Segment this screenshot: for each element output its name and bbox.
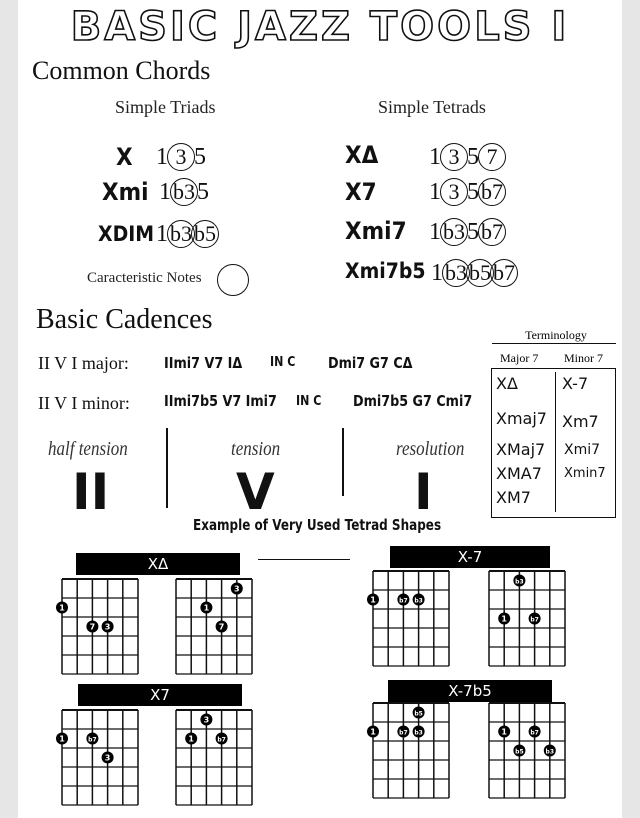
cadence-minor-in: IN C: [296, 394, 322, 409]
note-circled: b5: [466, 259, 494, 287]
tetrad-chord-min7b5: Xmi7b5: [345, 259, 426, 283]
tetrad-notes-dom7: [428, 178, 504, 206]
term-minor-item: Xmin7: [564, 466, 606, 481]
note-circled: b3: [440, 218, 468, 246]
cadence-minor-label: II V I minor:: [38, 393, 130, 413]
finger-dot: [397, 726, 409, 738]
fretboard: [489, 571, 565, 666]
triads-heading: Simple Triads: [115, 97, 216, 117]
triad-chord-major: X: [116, 143, 133, 171]
cadence-major-chords: IImi7 V7 IΔ: [164, 354, 243, 372]
finger-dot: [216, 733, 228, 745]
note-circled: b7: [478, 178, 506, 206]
term-major-item: XΔ: [496, 374, 518, 393]
term-major-item: Xmaj7: [496, 409, 547, 428]
finger-dot: [498, 726, 510, 738]
note-circled: 3: [440, 178, 468, 206]
finger-dot: [102, 621, 114, 633]
note: 1: [156, 143, 168, 170]
note: 1: [431, 259, 443, 286]
finger-dot-label: 1: [501, 614, 507, 624]
shapes-subtitle: Example of Very Used Tetrad Shapes: [193, 516, 442, 534]
finger-dot: [200, 602, 212, 614]
finger-dot-label: b5: [414, 710, 423, 718]
term-major-item: XMA7: [496, 464, 542, 483]
finger-dot-label: 3: [203, 715, 210, 725]
terminology-divider: [555, 372, 556, 512]
finger-dot: [529, 726, 541, 738]
note-circled: b7: [478, 218, 506, 246]
term-minor-item: Xm7: [562, 412, 599, 431]
note: 1: [429, 178, 441, 205]
tetrad-notes-min7b5: [430, 259, 516, 287]
finger-dot: [544, 745, 556, 757]
terminology-underline: [492, 343, 616, 344]
finger-dot-label: b7: [530, 729, 539, 737]
finger-dot-label: b7: [530, 616, 539, 624]
note: 5: [467, 178, 479, 205]
triad-notes-dim: [155, 220, 217, 248]
note: 5: [467, 143, 479, 170]
finger-dot-label: 1: [370, 727, 376, 737]
note: 5: [197, 178, 209, 205]
finger-dot: [200, 714, 212, 726]
fretboard: [370, 571, 449, 666]
finger-dot: [185, 733, 197, 745]
finger-dot-label: b7: [88, 736, 97, 744]
terminology-minor-header: Minor 7: [564, 351, 603, 365]
characteristic-note-circle-legend: [217, 264, 249, 296]
page-title: BASIC JAZZ TOOLS I: [70, 4, 570, 50]
finger-dot-label: 3: [234, 584, 240, 594]
term-minor-item: Xmi7: [564, 442, 601, 458]
divider: [342, 428, 344, 496]
finger-dot: [397, 594, 409, 606]
note-circled: 3: [167, 143, 195, 171]
cadence-minor-chords: IImi7b5 V7 Imi7: [164, 392, 277, 410]
fretboard: [176, 710, 252, 805]
cadence-major-in: IN C: [270, 355, 296, 370]
finger-dot-label: 1: [59, 734, 65, 744]
note: 1: [159, 178, 171, 205]
finger-dot: [56, 602, 68, 614]
finger-dot-label: 1: [188, 734, 194, 744]
shape-bar-dom7: X7: [78, 684, 242, 706]
triad-chord-dim: XDIM: [98, 222, 155, 246]
finger-dot: [56, 733, 68, 745]
note-circled: b5: [191, 220, 219, 248]
fretboard: [59, 710, 138, 805]
half-tension-label: half tension: [48, 438, 128, 460]
finger-dot-label: b3: [414, 729, 423, 737]
tetrad-notes-min7: [428, 218, 504, 246]
tetrads-heading: Simple Tetrads: [378, 97, 486, 117]
cadence-major-example: Dmi7 G7 CΔ: [328, 354, 413, 372]
note-circled: b3: [170, 178, 198, 206]
terminology-major-header: Major 7: [500, 351, 539, 365]
finger-dot-label: b7: [399, 597, 408, 605]
term-major-item: XMaj7: [496, 440, 546, 459]
note-circled: b3: [442, 259, 470, 287]
finger-dot: [367, 726, 379, 738]
finger-dot-label: b5: [515, 748, 524, 756]
fretboard: [489, 703, 565, 798]
tetrad-chord-min7: Xmi7: [345, 217, 407, 245]
note: 1: [429, 218, 441, 245]
fretboard: [59, 579, 138, 674]
finger-dot-label: 1: [59, 603, 65, 613]
finger-dot-label: 1: [203, 603, 210, 613]
resolution-label: resolution: [396, 438, 465, 460]
note: 1: [429, 143, 441, 170]
tension-label: tension: [231, 438, 281, 460]
finger-dot: [231, 583, 243, 595]
finger-dot: [513, 745, 525, 757]
finger-dot: [529, 613, 541, 625]
common-chords-heading: Common Chords: [32, 56, 211, 85]
tetrad-notes-maj7: [428, 143, 504, 171]
finger-dot-label: b7: [399, 729, 408, 737]
numeral-v: V: [236, 463, 275, 521]
note-circled: b7: [490, 259, 518, 287]
finger-dot-label: b3: [515, 578, 524, 586]
numeral-ii: II: [72, 463, 110, 521]
fretboard: [370, 703, 449, 798]
finger-dot-label: 3: [104, 622, 111, 632]
finger-dot: [413, 594, 425, 606]
finger-dot: [413, 707, 425, 719]
shape-bar-min7b5: X-7b5: [388, 680, 552, 702]
finger-dot-label: b3: [414, 597, 423, 605]
finger-dot-label: b7: [217, 736, 226, 744]
finger-dot: [216, 621, 228, 633]
characteristic-notes-label: Caracteristic Notes: [87, 270, 202, 286]
tetrad-chord-dom7: X7: [345, 178, 377, 206]
tetrad-chord-maj7: XΔ: [345, 141, 379, 169]
note: 5: [194, 143, 206, 170]
note: 1: [156, 220, 168, 247]
shape-bar-maj7: XΔ: [76, 553, 240, 575]
cadence-minor-example: Dmi7b5 G7 Cmi7: [353, 392, 473, 410]
triad-chord-minor: Xmi: [102, 178, 149, 206]
note-circled: 3: [440, 143, 468, 171]
finger-dot-label: 7: [218, 622, 225, 632]
finger-dot: [86, 621, 98, 633]
finger-dot: [498, 613, 510, 625]
triad-notes-minor: [158, 178, 210, 206]
note-circled: b3: [167, 220, 195, 248]
note-circled: 7: [478, 143, 506, 171]
cadences-heading: Basic Cadences: [36, 304, 213, 335]
shape-separator-line: [258, 559, 350, 560]
note: 5: [467, 218, 479, 245]
worksheet-page: [18, 0, 622, 818]
finger-dot-label: 3: [104, 753, 111, 763]
cadence-major-label: II V I major:: [38, 353, 129, 373]
triad-notes-major: [155, 143, 207, 171]
term-minor-item: X-7: [562, 374, 589, 393]
divider: [166, 428, 168, 508]
shape-bar-min7: X-7: [390, 546, 550, 568]
finger-dot-label: 1: [501, 727, 507, 737]
finger-dot: [86, 733, 98, 745]
finger-dot: [513, 575, 525, 587]
finger-dot-label: 7: [89, 622, 96, 632]
terminology-title: Terminology: [525, 328, 587, 342]
finger-dot: [102, 752, 114, 764]
finger-dot: [413, 726, 425, 738]
fretboard: [176, 579, 252, 674]
finger-dot-label: b3: [545, 748, 555, 756]
finger-dot-label: 1: [370, 595, 376, 605]
numeral-i: I: [414, 463, 433, 521]
term-major-item: XM7: [496, 488, 531, 507]
finger-dot: [367, 594, 379, 606]
